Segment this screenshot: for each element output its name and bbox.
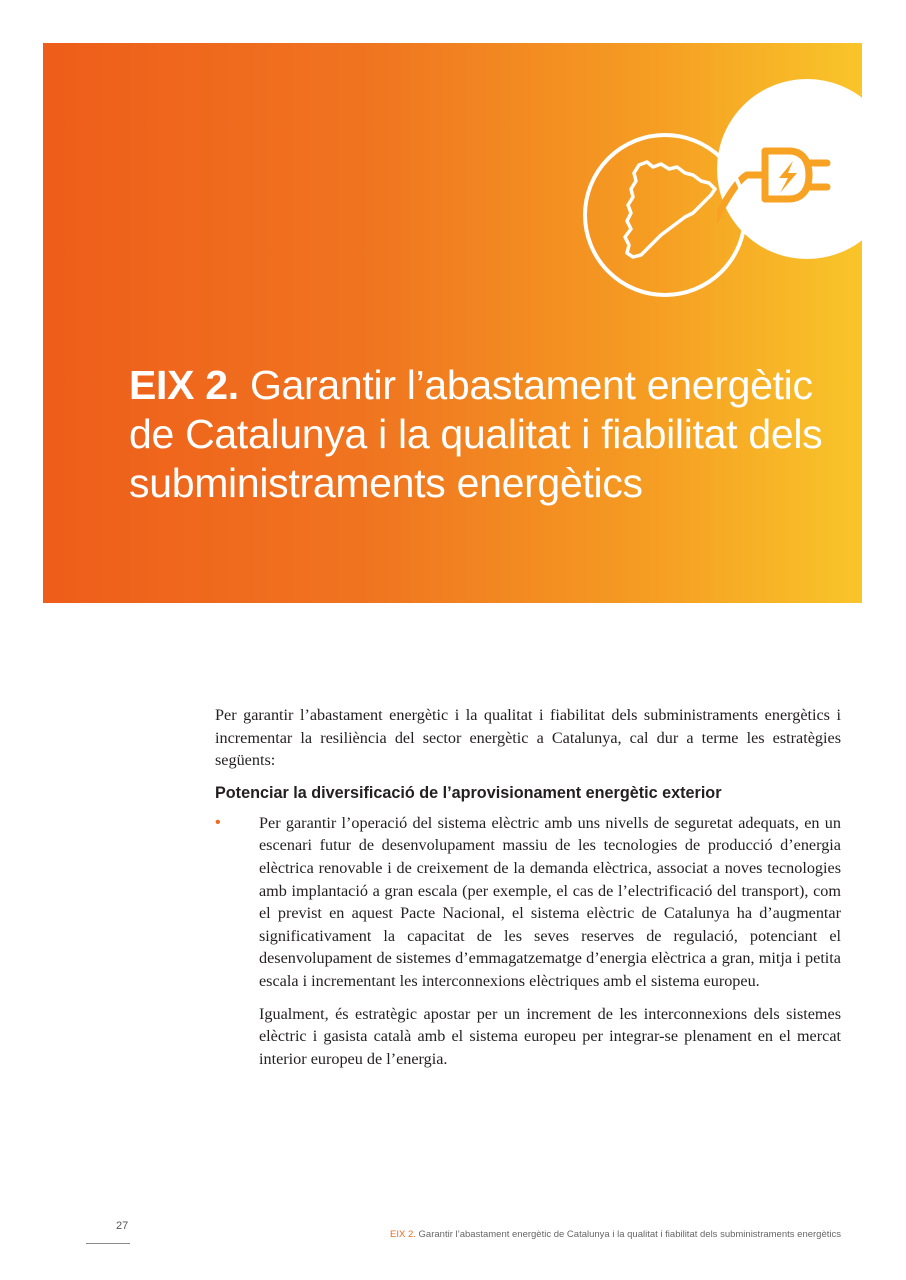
running-footer-prefix: EIX 2. [390, 1229, 416, 1240]
running-footer [390, 1229, 841, 1240]
page-number-rule [86, 1243, 130, 1244]
running-footer-text: Garantir l’abastament energètic de Catalunya i la qualitat i fiabilitat dels subministraments energètics [418, 1229, 841, 1240]
chapter-banner [43, 43, 862, 603]
bullet-paragraph-2: Igualment, és estratègic apostar per un increment de les interconnexions dels sistemes elèctric i gasista català amb el sistema europeu per integrar-se plenament en el mercat interior europeu de l’energia. [259, 1004, 841, 1068]
body-content [215, 704, 841, 1070]
bullet-paragraph-1: Per garantir l’operació del sistema elèctric amb uns nivells de seguretat adequats, en un escenari futur de desenvolupament massiu de les tecnologies de producció d’energia elèctrica renovable i de creixement de la demanda elèctrica, associat a noves tecnologies amb implantació a gran escala (per exemple, el cas de l’electrificació del transport), com el previst en aquest Pacte Nacional, el sistema elèctric de Catalunya ha d’augmentar significativament la capacitat de les seves reserves de regulació, potenciant el desenvolupament de sistemes d’emmagatzematge d’energia elèctrica a gran, mitja i petita escala i incrementant les interconnexions elèctriques amb el sistema europeu. [259, 813, 841, 990]
chapter-title-prefix: EIX 2. [129, 362, 239, 408]
section-heading: Potenciar la diversificació de l’aprovisionament energètic exterior [215, 783, 722, 802]
page-number: 27 [116, 1220, 129, 1232]
list-item [215, 812, 841, 1071]
bullet-icon: • [215, 813, 221, 831]
chapter-title-text: Garantir l’abastament energètic de Catalunya i la qualitat i fiabilitat dels subministraments energètics [129, 362, 823, 506]
chapter-title [129, 361, 829, 508]
catalonia-map-icon [581, 131, 749, 299]
intro-paragraph: Per garantir l’abastament energètic i la qualitat i fiabilitat dels subministraments energètics i incrementar la resiliència del sector energètic a Catalunya, cal dur a terme les estratègies següents: [215, 706, 841, 770]
